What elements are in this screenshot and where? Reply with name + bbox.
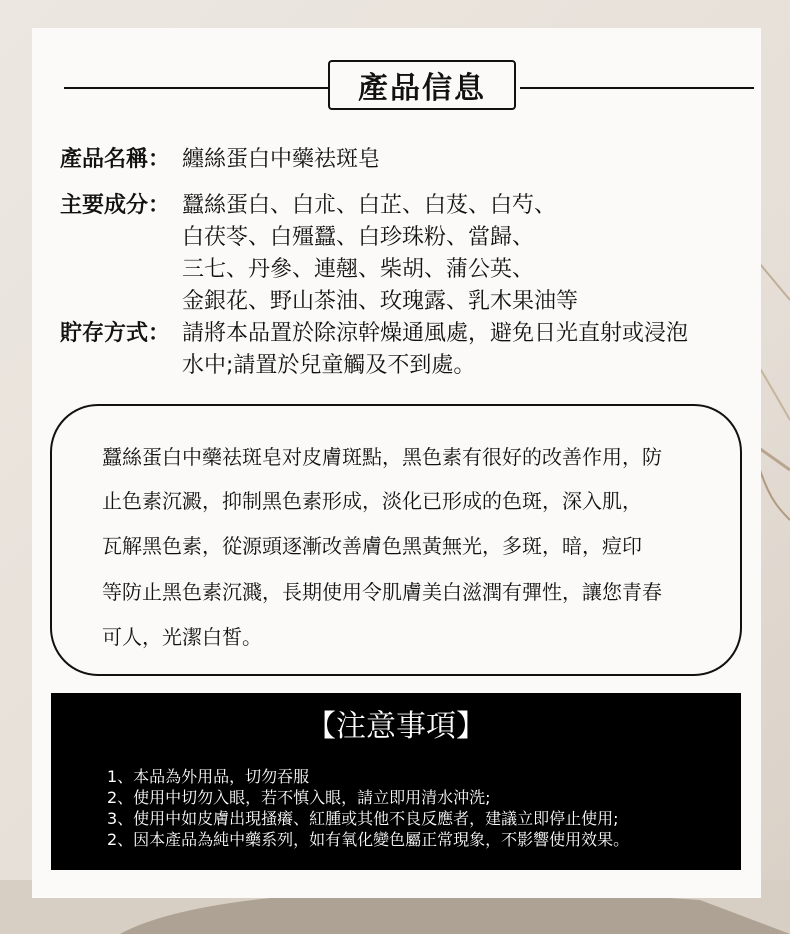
ingredients-value	[182, 190, 752, 318]
ingredients-line: 白茯苓、白殭蠶、白珍珠粉、當歸、	[182, 225, 535, 250]
ingredients-line: 蠶絲蛋白、白朮、白芷、白芨、白芍、	[182, 193, 557, 218]
storage-line: 水中;請置於兒童觸及不到處。	[182, 353, 476, 378]
info-panel	[32, 28, 761, 898]
notice-item: 2、因本產品為純中藥系列，如有氧化變色屬正常現象，不影響使用效果。	[107, 830, 630, 849]
page-title: 產品信息	[328, 60, 516, 110]
product-name-line: 纏絲蛋白中藥祛斑皂	[182, 147, 381, 172]
description-line: 等防止黑色素沉濺，長期使用令肌膚美白滋潤有彈性，讓您青春	[102, 580, 662, 604]
title-divider-right	[520, 87, 754, 89]
notice-item: 3、使用中如皮膚出現搔癢、紅腫或其他不良反應者，建議立即停止使用;	[107, 809, 619, 828]
description-box	[50, 404, 742, 676]
storage-field	[60, 318, 752, 382]
notice-title: 【注意事項】	[306, 709, 486, 744]
ingredients-label: 主要成分：	[60, 193, 171, 218]
storage-line: 請將本品置於除涼幹燥通風處，避免日光直射或浸泡	[182, 321, 689, 346]
storage-value	[182, 318, 752, 382]
storage-label: 貯存方式：	[60, 321, 171, 346]
notice-section	[51, 693, 741, 870]
title-divider-left	[64, 87, 328, 89]
description-line: 止色素沉澱，抑制黑色素形成，淡化已形成的色斑，深入肌，	[102, 489, 642, 513]
description-line: 可人，光潔白皙。	[102, 625, 262, 649]
ingredients-line: 三七、丹參、連翹、柴胡、蒲公英、	[182, 257, 535, 282]
ingredients-field	[60, 190, 752, 318]
product-name-value	[182, 144, 752, 176]
product-name-label: 產品名稱：	[60, 147, 171, 172]
notice-item: 1、本品為外用品，切勿吞服	[107, 767, 310, 786]
notice-item: 2、使用中切勿入眼，若不慎入眼，請立即用清水沖洗;	[107, 788, 491, 807]
description-line: 蠶絲蛋白中藥祛斑皂对皮膚斑點，黑色素有很好的改善作用，防	[102, 445, 662, 469]
product-name-field	[60, 144, 752, 176]
description-line: 瓦解黑色素，從源頭逐漸改善膚色黑黃無光，多斑，暗，痘印	[102, 534, 642, 558]
ingredients-line: 金銀花、野山茶油、玫瑰露、乳木果油等	[182, 289, 579, 314]
